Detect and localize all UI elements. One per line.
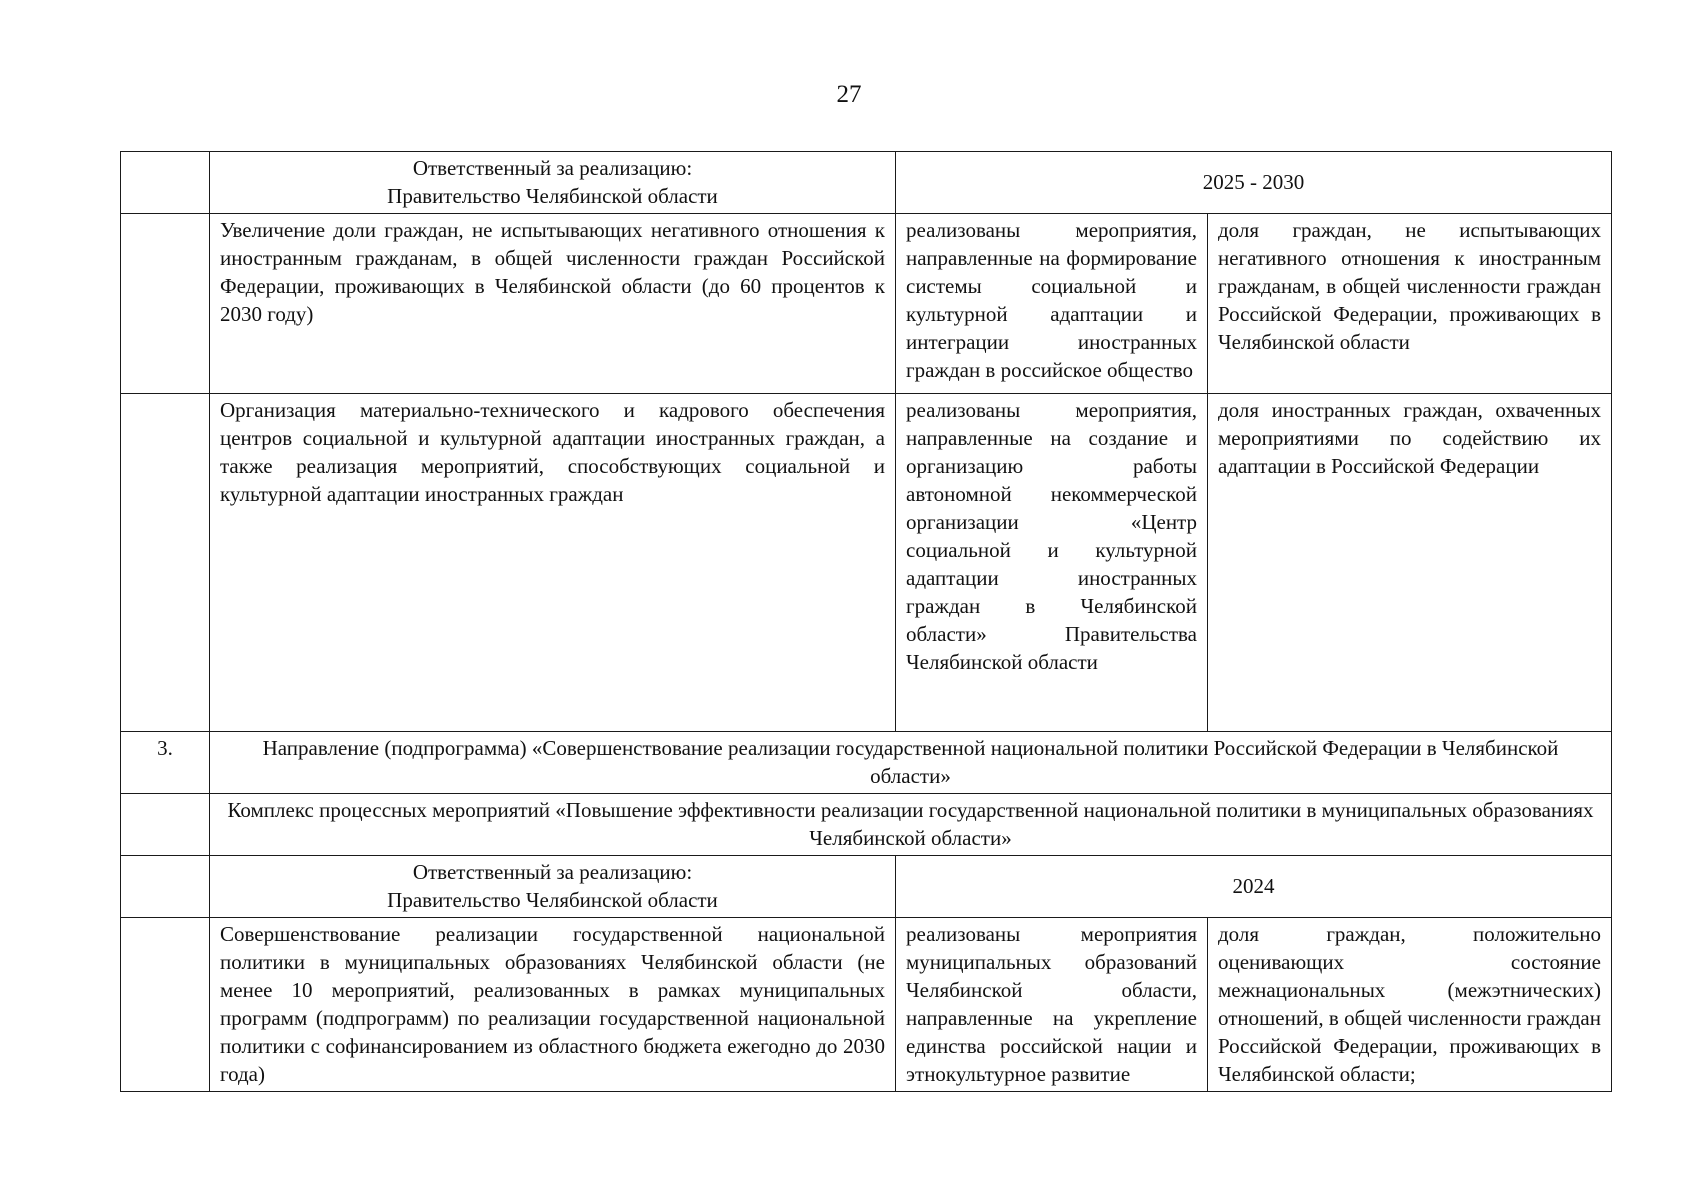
- complex-title: Комплекс процессных мероприятий «Повышение эффективности реализации государственной национальной политики в муниципальных образованиях Челябинской области»: [210, 794, 1612, 856]
- table-row-section: [121, 732, 1612, 794]
- table-row-task: [121, 394, 1612, 732]
- page-number: 27: [836, 81, 862, 108]
- implementation-period: 2024: [896, 856, 1612, 918]
- row-number-cell: [121, 856, 210, 918]
- row-number-cell: [121, 214, 210, 394]
- task-cell: Увеличение доли граждан, не испытывающих негативного отношения к иностранным гражданам, в общей численности граждан Российской Федерации, проживающих в Челябинской области (до 60 процентов к 2030 году): [210, 214, 896, 394]
- section-number: 3.: [121, 732, 210, 794]
- result-cell: реализованы мероприятия, направленные на создание и организацию работы автономной некоммерческой организации «Центр социальной и культурной адаптации иностранных граждан в Челябинской области» Правительства Челябинской области: [896, 394, 1208, 732]
- row-number-cell: [121, 394, 210, 732]
- responsible-cell: [210, 152, 896, 214]
- responsible-organization: Правительство Челябинской области: [387, 888, 718, 912]
- row-number-cell: [121, 152, 210, 214]
- table-row-task: [121, 918, 1612, 1092]
- responsible-cell: [210, 856, 896, 918]
- responsible-label: Ответственный за реализацию:: [412, 156, 693, 180]
- task-cell: Совершенствование реализации государственной национальной политики в муниципальных образованиях Челябинской области (не менее 10 мероприятий, реализованных в рамках муниципальных программ (подпрограмм) по реализации государственной национальной политики с софинансированием из областного бюджета ежегодно до 2030 года): [210, 918, 896, 1092]
- result-cell: реализованы мероприятия муниципальных образований Челябинской области, направленные на укрепление единства российской нации и этнокультурное развитие: [896, 918, 1208, 1092]
- result-cell: реализованы мероприятия, направленные на формирование системы социальной и культурной адаптации и интеграции иностранных граждан в российское общество: [896, 214, 1208, 394]
- row-number-cell: [121, 794, 210, 856]
- section-title: Направление (подпрограмма) «Совершенствование реализации государственной национальной политики Российской Федерации в Челябинской области»: [210, 732, 1612, 794]
- table-row-responsible-2: [121, 856, 1612, 918]
- measures-table: [120, 151, 1612, 1092]
- implementation-period: 2025 - 2030: [896, 152, 1612, 214]
- indicator-cell: доля граждан, положительно оценивающих состояние межнациональных (межэтнических) отношений, в общей численности граждан Российской Федерации, проживающих в Челябинской области;: [1208, 918, 1612, 1092]
- task-cell: Организация материально-технического и кадрового обеспечения центров социальной и культурной адаптации иностранных граждан, а также реализация мероприятий, способствующих социальной и культурной адаптации иностранных граждан: [210, 394, 896, 732]
- row-number-cell: [121, 918, 210, 1092]
- table-row-task: [121, 214, 1612, 394]
- responsible-label: Ответственный за реализацию:: [412, 860, 693, 884]
- indicator-cell: доля граждан, не испытывающих негативного отношения к иностранным гражданам, в общей численности граждан Российской Федерации, проживающих в Челябинской области: [1208, 214, 1612, 394]
- table-row-responsible-1: [121, 152, 1612, 214]
- table-row-complex: [121, 794, 1612, 856]
- responsible-organization: Правительство Челябинской области: [387, 184, 718, 208]
- indicator-cell: доля иностранных граждан, охваченных мероприятиями по содействию их адаптации в Российской Федерации: [1208, 394, 1612, 732]
